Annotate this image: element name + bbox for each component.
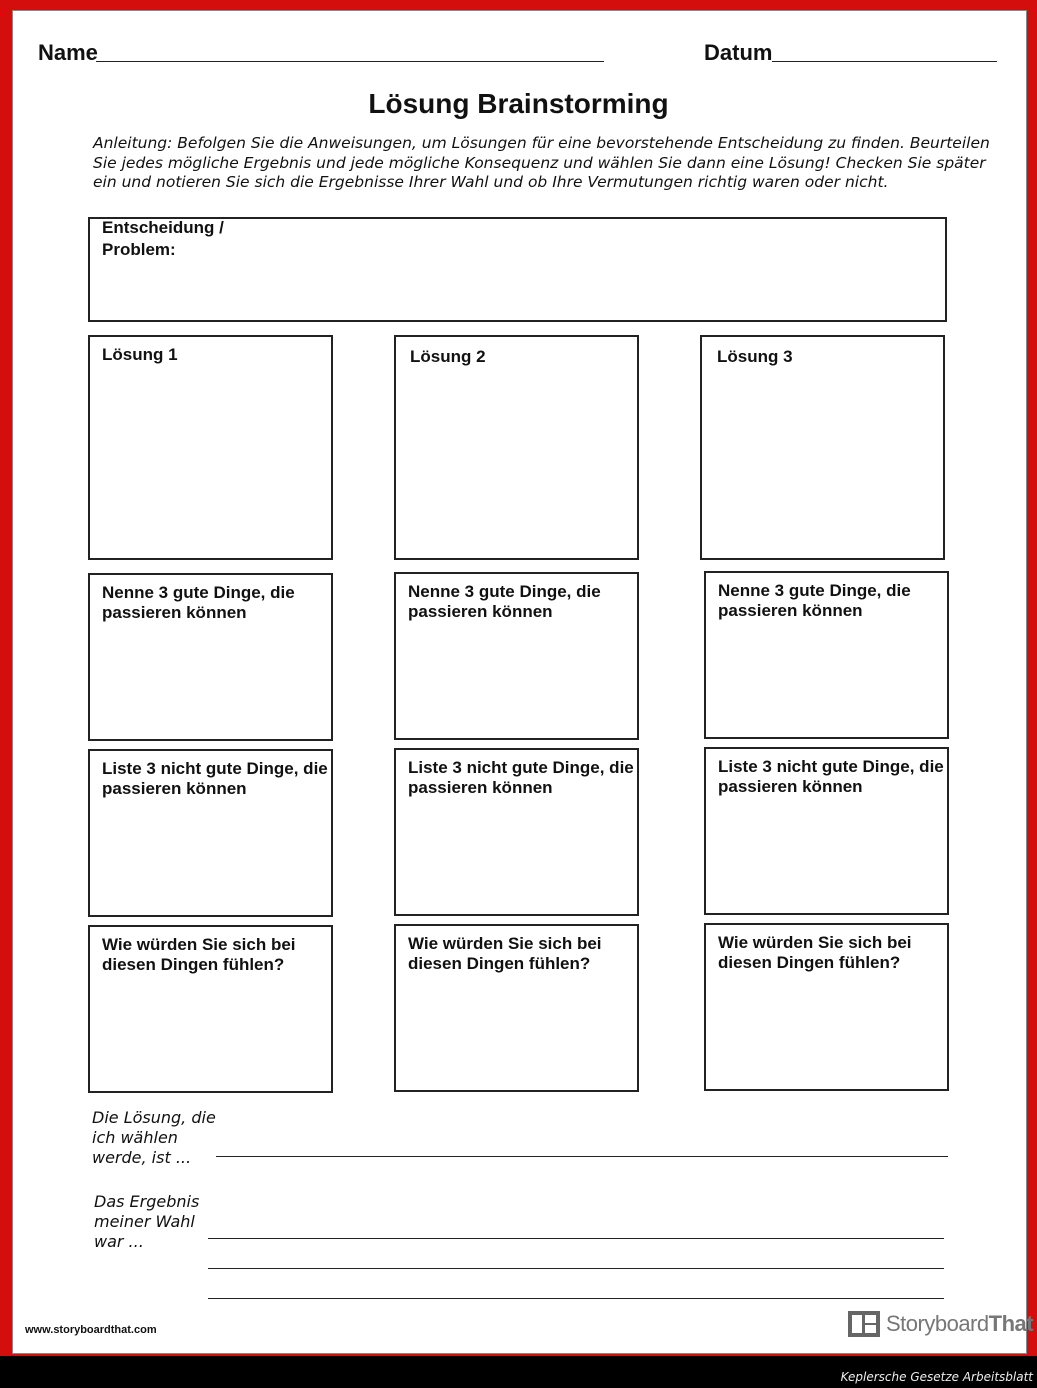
good-prompt-line1: Nenne 3 gute Dinge, die xyxy=(718,581,911,600)
logo-text-part1: Storyboard xyxy=(886,1311,989,1336)
feelings-3-box[interactable] xyxy=(704,923,949,1091)
instructions-text: Anleitung: Befolgen Sie die Anweisungen, um Lösungen für eine bevorstehende Entscheidung zu finden. Beurteilen Sie jedes mögliche Ergebnis und jede mögliche Konsequenz und wählen Sie dann eine Lösung! Checken Sie später ein und notieren Sie sich die Ergebnisse Ihrer Wahl und ob Ihre Vermutungen richtig waren oder nicht. xyxy=(93,134,990,191)
solution-2-label: Lösung 2 xyxy=(410,347,486,366)
outcome-label-line3: war ... xyxy=(94,1232,144,1251)
feel-prompt-line1: Wie würden Sie sich bei xyxy=(718,933,912,952)
storyboardthat-logo xyxy=(848,1311,1033,1337)
good-prompt-line2: passieren können xyxy=(102,603,247,622)
outcome-write-line-1[interactable] xyxy=(208,1238,944,1239)
bad-prompt-line1: Liste 3 nicht gute Dinge, die xyxy=(408,758,634,777)
bad-things-3-box[interactable] xyxy=(704,747,949,915)
good-prompt-line1: Nenne 3 gute Dinge, die xyxy=(408,582,601,601)
logo-wordmark xyxy=(886,1311,1033,1337)
choice-label-line1: Die Lösung, die xyxy=(92,1108,216,1127)
bad-prompt-line1: Liste 3 nicht gute Dinge, die xyxy=(102,759,328,778)
solution-1-box[interactable] xyxy=(88,335,333,560)
good-things-3-box[interactable] xyxy=(704,571,949,739)
logo-text-part2: That xyxy=(988,1311,1034,1336)
bad-things-3-label xyxy=(718,757,944,797)
feel-prompt-line1: Wie würden Sie sich bei xyxy=(408,934,602,953)
feelings-1-box[interactable] xyxy=(88,925,333,1093)
feel-prompt-line1: Wie würden Sie sich bei xyxy=(102,935,296,954)
page-title: Lösung Brainstorming xyxy=(368,88,669,119)
good-things-2-box[interactable] xyxy=(394,572,639,740)
footer-url[interactable]: www.storyboardthat.com xyxy=(25,1324,157,1336)
problem-label-line1: Entscheidung / xyxy=(102,218,224,237)
solution-1-label: Lösung 1 xyxy=(102,345,178,364)
logo-icon xyxy=(848,1311,880,1337)
name-label: Name xyxy=(38,40,98,65)
date-field[interactable] xyxy=(772,61,997,62)
date-label: Datum xyxy=(704,40,773,65)
good-things-2-label xyxy=(408,582,601,622)
bad-prompt-line2: passieren können xyxy=(102,779,247,798)
outcome-write-line-2[interactable] xyxy=(208,1268,944,1269)
solution-3-box[interactable] xyxy=(700,335,945,560)
bad-prompt-line1: Liste 3 nicht gute Dinge, die xyxy=(718,757,944,776)
choice-write-line[interactable] xyxy=(216,1156,948,1157)
feelings-1-label xyxy=(102,935,296,975)
outcome-label-line1: Das Ergebnis xyxy=(94,1192,200,1211)
bad-things-2-box[interactable] xyxy=(394,748,639,916)
good-prompt-line1: Nenne 3 gute Dinge, die xyxy=(102,583,295,602)
feelings-2-label xyxy=(408,934,602,974)
feel-prompt-line2: diesen Dingen fühlen? xyxy=(718,953,901,972)
good-prompt-line2: passieren können xyxy=(718,601,863,620)
feel-prompt-line2: diesen Dingen fühlen? xyxy=(408,954,591,973)
bad-things-1-label xyxy=(102,759,328,799)
good-things-1-box[interactable] xyxy=(88,573,333,741)
good-things-3-label xyxy=(718,581,911,621)
bad-things-2-label xyxy=(408,758,634,798)
choice-label-line3: werde, ist ... xyxy=(92,1148,192,1167)
name-field[interactable] xyxy=(96,61,604,62)
solution-2-box[interactable] xyxy=(394,335,639,560)
image-caption: Keplersche Gesetze Arbeitsblatt xyxy=(840,1370,1033,1384)
choice-label-line2: ich wählen xyxy=(92,1128,178,1147)
good-prompt-line2: passieren können xyxy=(408,602,553,621)
outcome-label-line2: meiner Wahl xyxy=(94,1212,195,1231)
outcome-label xyxy=(94,1192,199,1252)
problem-label xyxy=(102,217,224,261)
good-things-1-label xyxy=(102,583,295,623)
outcome-write-line-3[interactable] xyxy=(208,1298,944,1299)
problem-label-line2: Problem: xyxy=(102,240,176,259)
feel-prompt-line2: diesen Dingen fühlen? xyxy=(102,955,285,974)
feelings-2-box[interactable] xyxy=(394,924,639,1092)
choice-label xyxy=(92,1108,216,1168)
solution-3-label: Lösung 3 xyxy=(717,347,793,366)
problem-box[interactable] xyxy=(88,217,947,322)
bad-prompt-line2: passieren können xyxy=(718,777,863,796)
feelings-3-label xyxy=(718,933,912,973)
bad-prompt-line2: passieren können xyxy=(408,778,553,797)
bad-things-1-box[interactable] xyxy=(88,749,333,917)
